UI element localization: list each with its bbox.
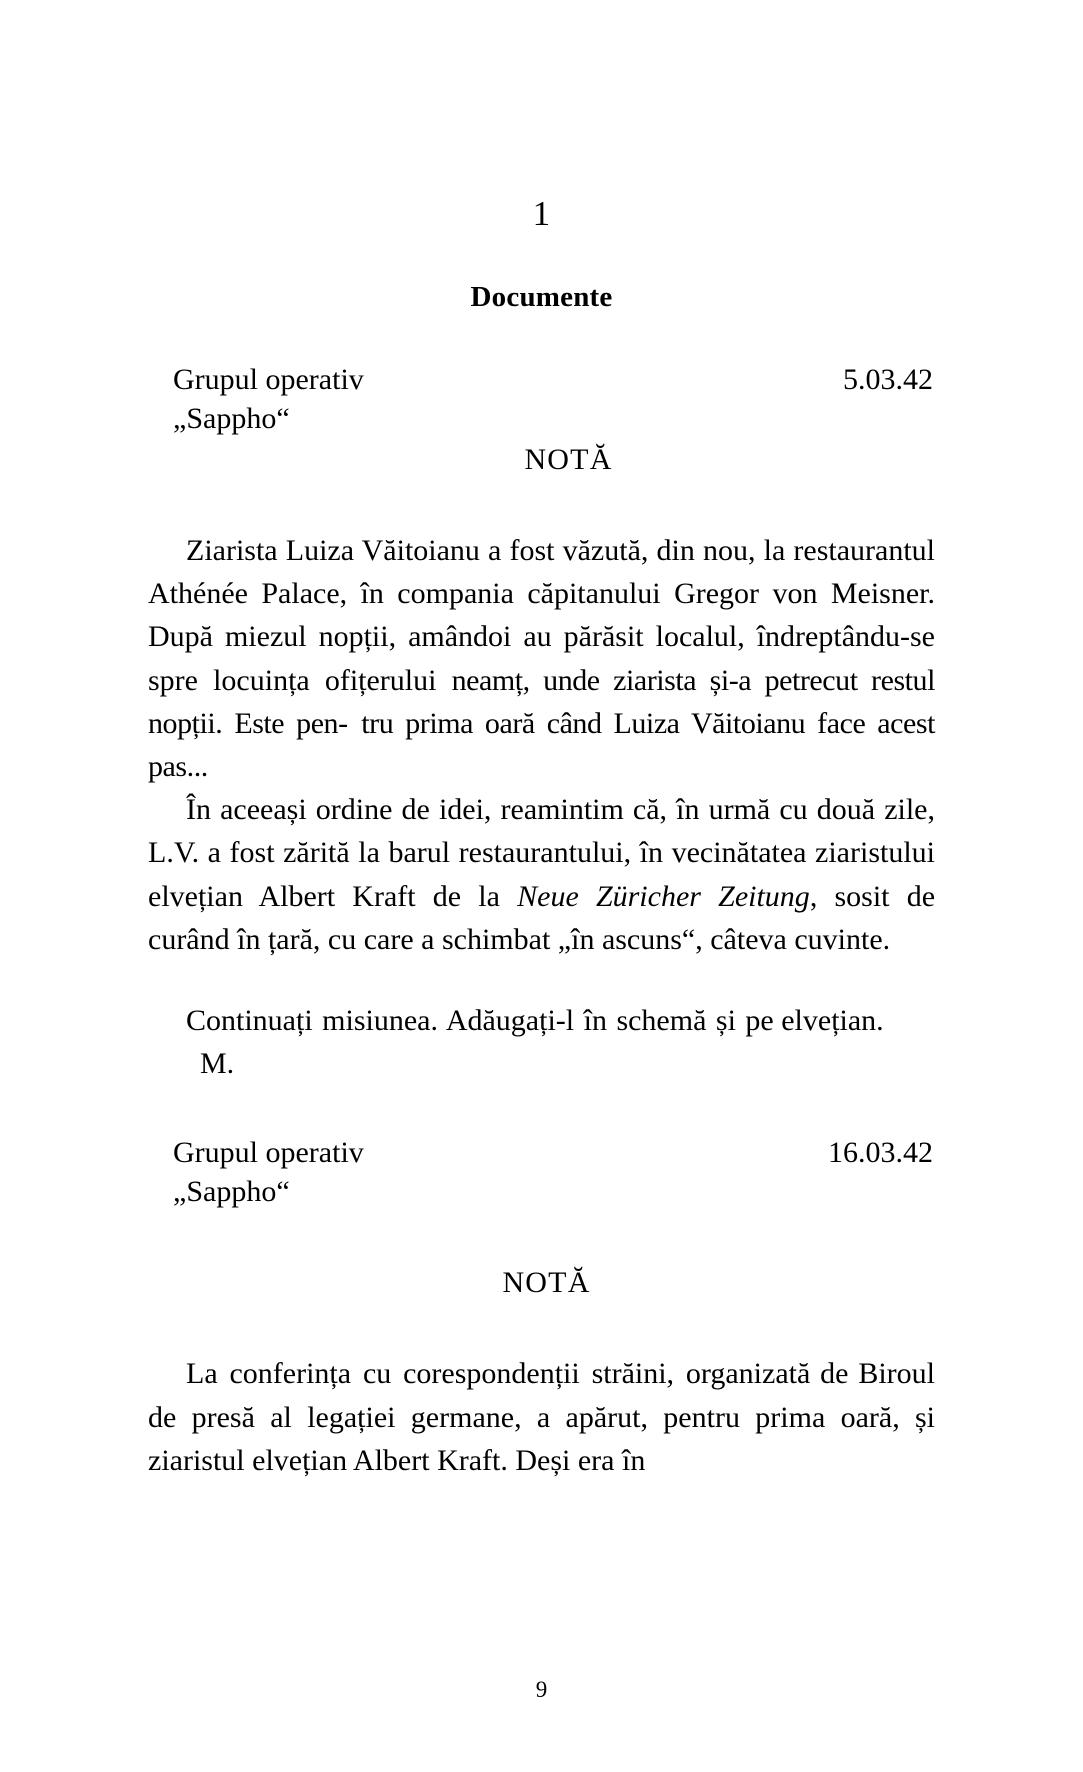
page-title: Documente [470, 281, 613, 313]
report-organization-line2: „Sappho“ [173, 402, 290, 435]
chapter-number: 1 [532, 194, 551, 233]
text-line: elvețian. [781, 1004, 884, 1038]
text-line: Continuați misiunea. Adăugați-l în schemă și pe [186, 1004, 774, 1038]
text-line: În aceeași ordine de idei, reamintim că, în urmă cu [186, 793, 808, 827]
text-block [148, 0, 935, 1482]
text-line: schimbat „în ascuns“, câteva cuvinte. [441, 922, 891, 956]
report-heading-nota: NOTĂ [524, 443, 613, 476]
text-line: tru prima oară când Luiza Văitoianu face acest pas... [148, 706, 935, 784]
report-header-row [148, 1133, 935, 1172]
text-line: vecinătatea ziaristului elvețian Albert Kraft de la [148, 836, 936, 913]
text-line: două zile, L.V. a fost zărită la barul restaurantului, în [148, 793, 935, 870]
text-line: părăsit localul, îndreptându-se spre locuința ofițerului [148, 620, 935, 697]
paragraph [148, 999, 935, 1042]
page-number: 9 [535, 1677, 548, 1702]
report-organization-line1: Grupul operativ [173, 363, 364, 396]
paragraph [148, 788, 935, 961]
text-line: La conferința cu corespondenții străini, organizată [186, 1357, 811, 1391]
paragraph [148, 529, 935, 788]
report-header-row [148, 360, 935, 399]
publication-title: Neue Züricher Zeitung [517, 879, 810, 913]
text-line: Gregor von Meisner. După miezul nopții, amândoi au [148, 577, 936, 654]
text-line: restaurantul Athénée Palace, în compania căpitanului [148, 534, 935, 611]
paragraph [148, 1352, 935, 1482]
text-line: prima oară, și ziaristul elvețian Albert Kraft. Deși era în [148, 1400, 936, 1477]
text-line: , sosit de curând în țară, cu care a [148, 879, 936, 956]
report-header-2 [148, 1133, 935, 1302]
report-signature: M. [200, 1047, 235, 1081]
report-date: 5.03.42 [843, 363, 933, 396]
text-line: neamț, unde ziarista și-a petrecut restul nopții. Este pen- [148, 663, 935, 740]
text-line: Ziarista Luiza Văitoianu a fost văzută, din nou, la [186, 534, 786, 567]
text-line: de Biroul de presă al legației germane, a apărut, pentru [148, 1357, 935, 1434]
report-heading-nota: NOTĂ [502, 1266, 591, 1300]
report-date: 16.03.42 [828, 1136, 933, 1170]
report-organization-line1: Grupul operativ [173, 1136, 364, 1170]
report-header-1 [148, 360, 935, 479]
report-organization-line2: „Sappho“ [173, 1175, 290, 1209]
